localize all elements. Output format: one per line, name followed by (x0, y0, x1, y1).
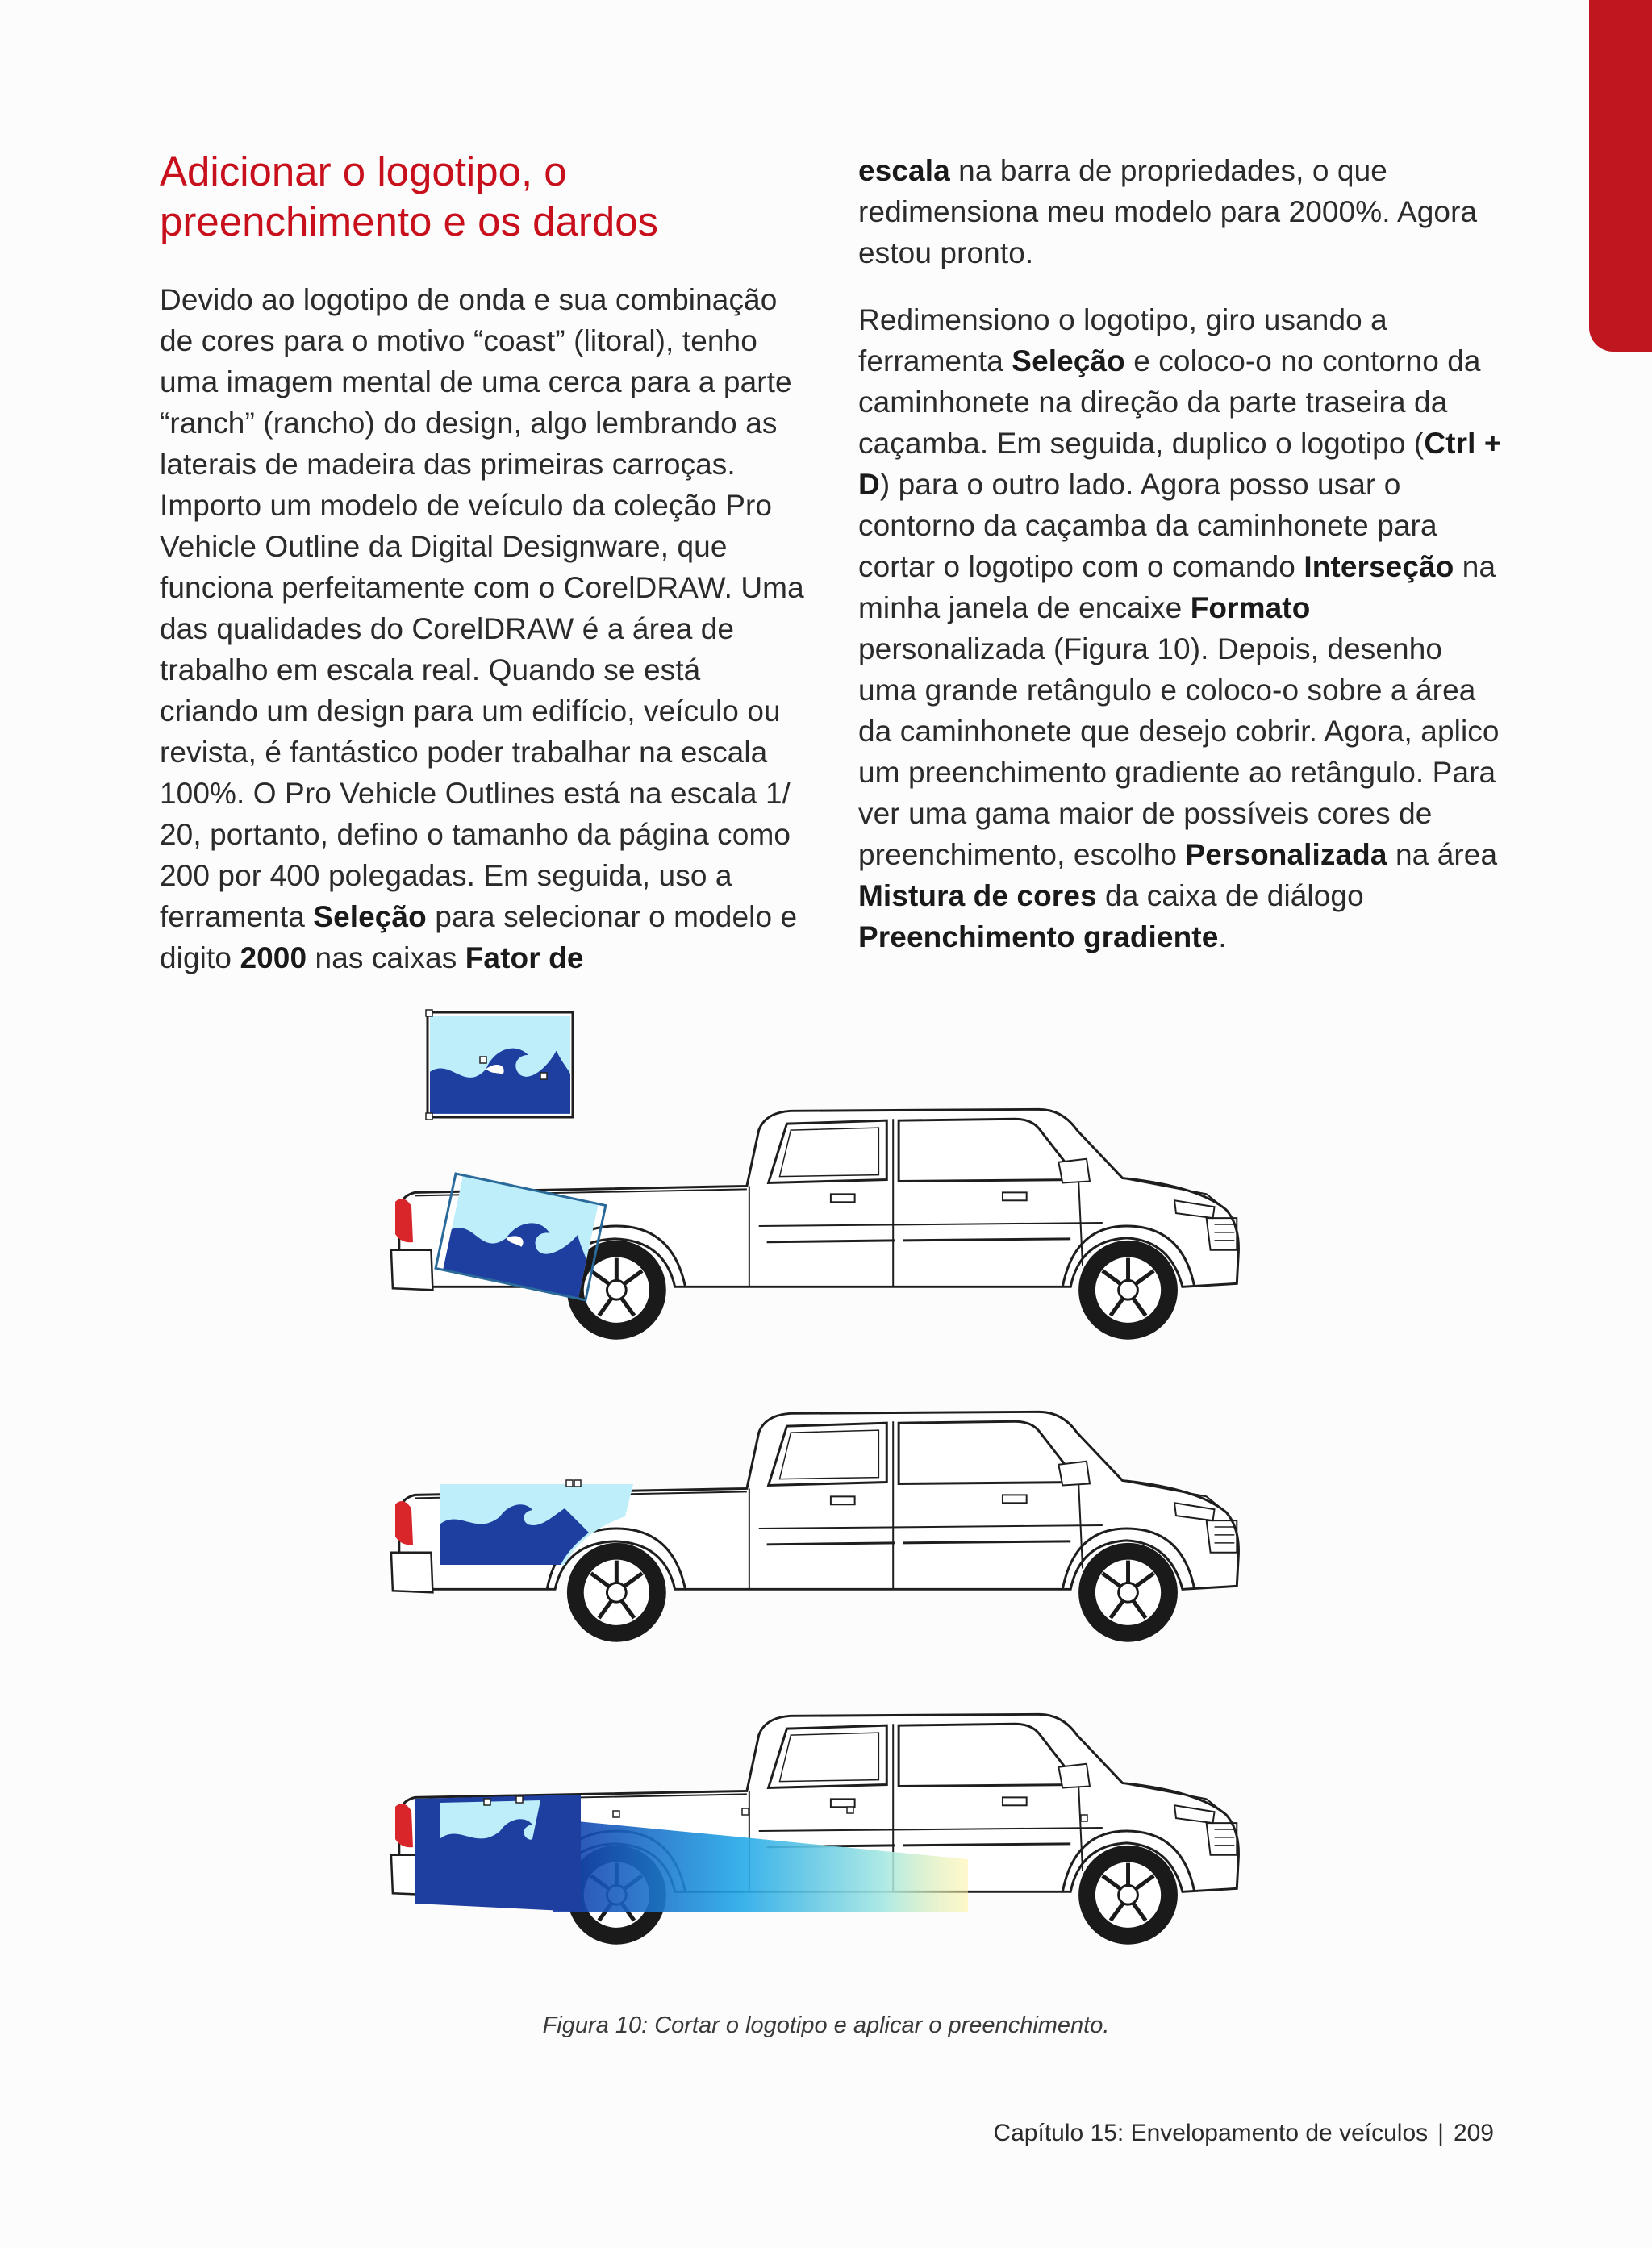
figure-truck-illustration (161, 1000, 1291, 2000)
section-title: Adicionar o logotipo, o preenchimento e os dardos (160, 148, 659, 244)
truck-step-1 (391, 1109, 1239, 1339)
truck-step-2 (391, 1412, 1239, 1641)
page-number: 209 (1453, 2120, 1494, 2146)
footer-separator: | (1437, 2120, 1444, 2146)
figure-caption: Figura 10: Cortar o logotipo e aplicar o preenchimento. (542, 2012, 1110, 2038)
paragraph: Redimensiono o logotipo, giro usando a ferramenta Seleção e coloco-o no contorno da caminhonete na direção da parte traseira da caçamba. Em seguida, duplico o logotipo (Ctrl + D) para o outro lado. Agora posso usar o contorno da caçamba da caminhonete para cortar o logotipo com o comando Interseção na minha janela de encaixe Formato personalizada (Figura 10). Depois, desenho uma grande retângulo e coloco-o sobre a área da caminhonete que desejo cobrir. Agora, aplico um preenchimento gradiente ao retângulo. Para ver uma gama maior de possíveis cores de preenchimento, escolho Personalizada na área Mistura de cores da caixa de diálogo Preenchimento gradiente. (858, 303, 1502, 953)
page-footer (993, 2120, 1494, 2147)
text-column-right (858, 150, 1504, 957)
paragraph: Devido ao logotipo de onda e sua combinação de cores para o motivo “coast” (litoral), tenho uma imagem mental de uma cerca para a parte “ranch” (rancho) do design, algo lembrando as laterais de madeira das primeiras carroças. Importo um modelo de veículo da coleção Pro Vehicle Outline da Digital Designware, que funciona perfeitamente com o CorelDRAW. Uma das qualidades do CorelDRAW é a área de trabalho em escala real. Quando se está criando um design para um edifício, veículo ou revista, é fantástico poder trabalhar na escala 100%. O Pro Vehicle Outlines está na escala 1/ 20, portanto, defino o tamanho da página como 200 por 400 polegadas. Em seguida, uso a ferramenta Seleção para selecionar o modelo e digito 2000 nas caixas Fator de (160, 283, 804, 974)
chapter-title: Capítulo 15: Envelopamento de veículos (993, 2120, 1429, 2146)
truck-step-3 (391, 1714, 1239, 1944)
chapter-tab (1589, 0, 1652, 352)
text-column-left (160, 279, 805, 978)
wave-logo (426, 1010, 573, 1120)
paragraph: escala na barra de propriedades, o que redimensiona meu modelo para 2000%. Agora estou pronto. (858, 154, 1478, 269)
